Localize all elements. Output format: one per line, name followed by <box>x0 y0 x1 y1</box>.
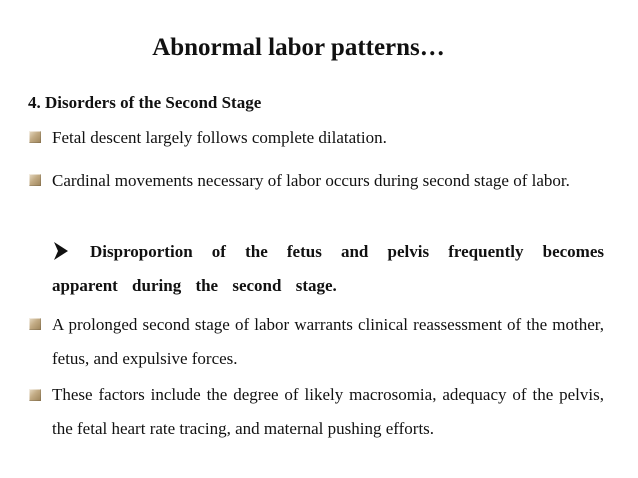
section-heading: 4. Disorders of the Second Stage <box>28 93 262 112</box>
bullet-text-fetal-descent: Fetal descent largely follows complete dilatation. <box>52 128 387 147</box>
square-bullet-icon <box>29 174 41 186</box>
bullet-text-factors: These factors include the degree of likely macrosomia, adequacy of the pelvis, the fetal heart rate tracing, and maternal pushing efforts. <box>52 385 604 438</box>
sub-bullet-text-disproportion: Disproportion of the fetus and pelvis frequently becomes apparent during the second stage. <box>52 242 604 295</box>
bullet-text-cardinal-movements: Cardinal movements necessary of labor occurs during second stage of labor. <box>52 171 570 190</box>
slide-title: Abnormal labor patterns… <box>152 34 445 61</box>
square-bullet-icon <box>29 389 41 401</box>
bullet-text-prolonged-second-stage: A prolonged second stage of labor warrants clinical reassessment of the mother, fetus, and expulsive forces. <box>52 315 604 368</box>
square-bullet-icon <box>29 131 41 143</box>
square-bullet-icon <box>29 318 41 330</box>
